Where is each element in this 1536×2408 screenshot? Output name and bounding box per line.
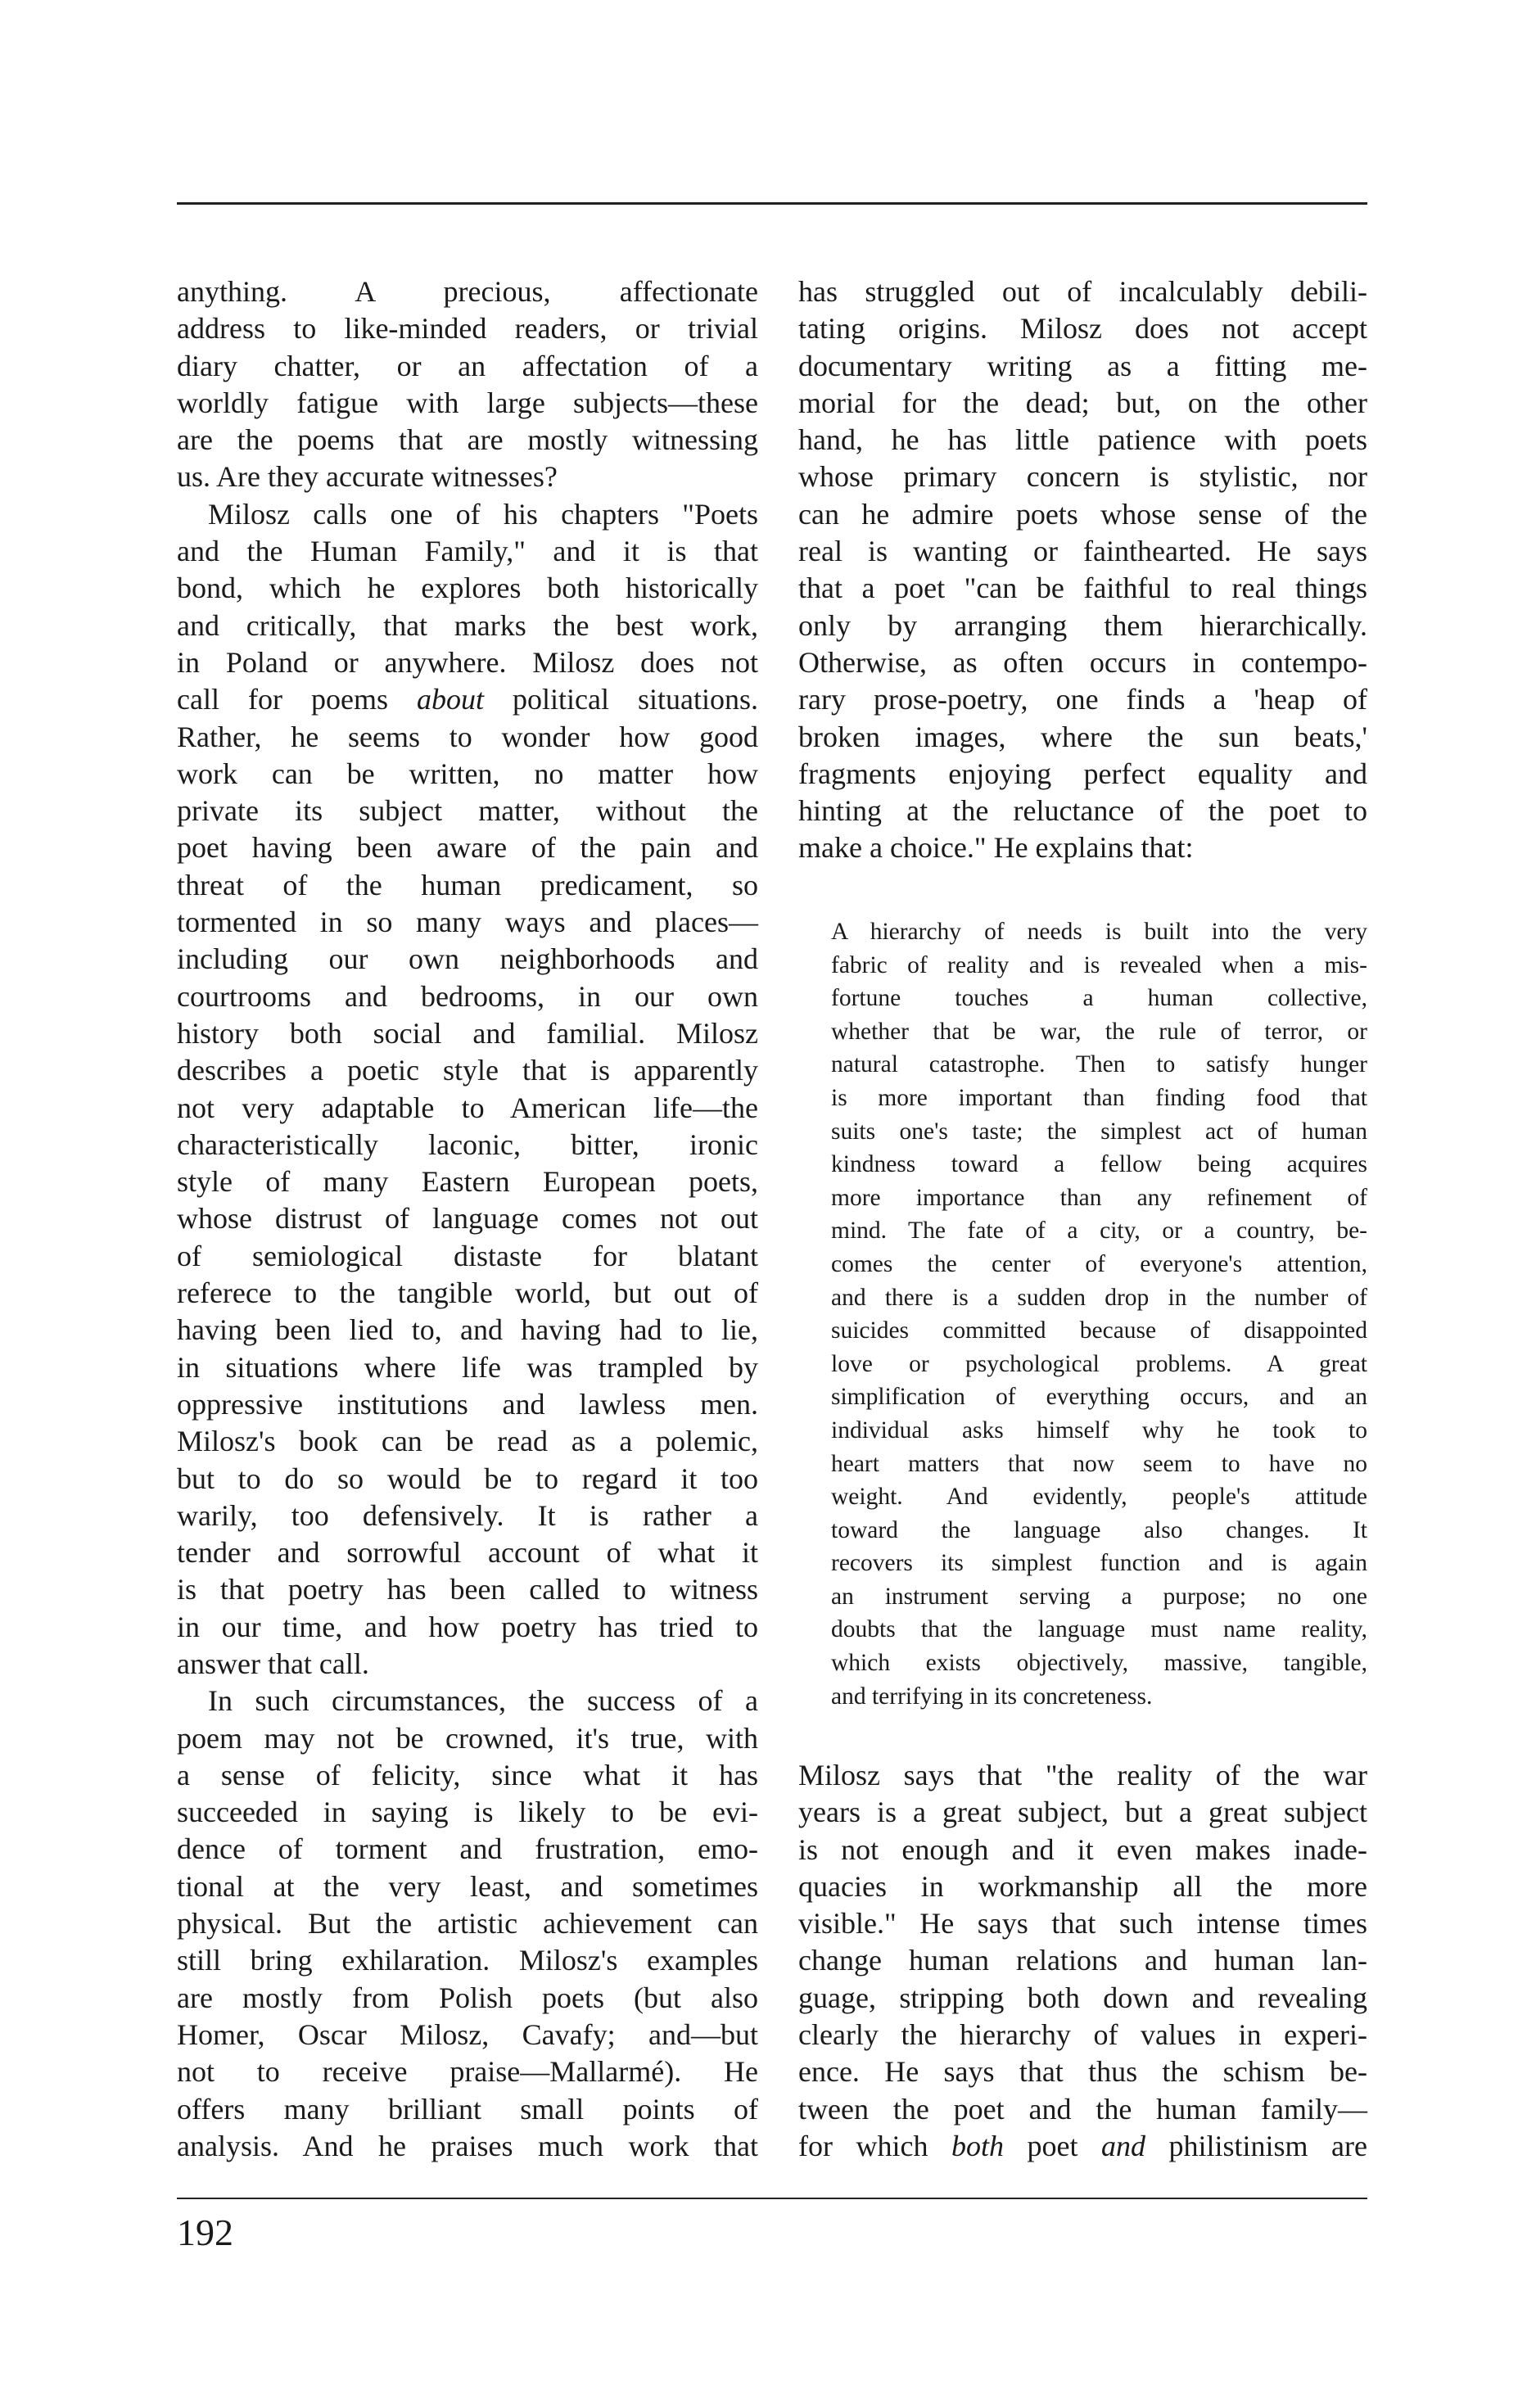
- text-line: is more important than finding food that: [831, 1084, 1367, 1111]
- text-line: quacies in workmanship all the more: [798, 1869, 1367, 1903]
- text-segment: for which: [798, 2129, 951, 2162]
- text-line: recovers its simplest function and is again: [831, 1550, 1367, 1577]
- text-line: history both social and familial. Milosz: [177, 1016, 758, 1050]
- text-line: mind. The fate of a city, or a country, be-: [831, 1218, 1367, 1245]
- text-line: simplification of everything occurs, and an: [831, 1384, 1367, 1411]
- text-line: in situations where life was trampled by: [177, 1350, 758, 1384]
- text-line: make a choice." He explains that:: [798, 831, 1194, 865]
- text-line: Milosz's book can be read as a polemic,: [177, 1425, 758, 1458]
- text-line: including our own neighborhoods and: [177, 942, 758, 976]
- text-line: has struggled out of incalculably debili-: [798, 275, 1367, 308]
- text-line: and terrifying in its concreteness.: [831, 1683, 1153, 1710]
- text-line: and the Human Family," and it is that: [177, 535, 758, 568]
- text-line: ence. He says that thus the schism be-: [798, 2055, 1367, 2089]
- text-line: and critically, that marks the best work,: [177, 608, 758, 642]
- left-column: [177, 273, 758, 2165]
- text-segment: call for poems: [177, 683, 417, 716]
- text-line: poet having been aware of the pain and: [177, 831, 758, 865]
- text-line: not to receive praise—Mallarmé). He: [177, 2055, 758, 2089]
- text-line: tween the poet and the human family—: [798, 2092, 1367, 2126]
- text-line: only by arranging them hierarchically.: [798, 608, 1367, 642]
- text-line: tormented in so many ways and places—: [177, 906, 758, 939]
- text-line: love or psychological problems. A great: [831, 1350, 1367, 1377]
- text-line: but to do so would be to regard it too: [177, 1462, 758, 1495]
- text-line: private its subject matter, without the: [177, 794, 758, 828]
- text-line: succeeded in saying is likely to be evi-: [177, 1796, 758, 1829]
- text-line: visible." He says that such intense times: [798, 1907, 1367, 1940]
- text-line: individual asks himself why he took to: [831, 1416, 1367, 1443]
- text-segment: political situations.: [483, 683, 758, 716]
- text-line: tional at the very least, and sometimes: [177, 1869, 758, 1903]
- italic-text: about: [416, 683, 484, 716]
- text-line: documentary writing as a fitting me-: [798, 349, 1367, 382]
- text-line: toward the language also changes. It: [831, 1516, 1367, 1543]
- italic-text: and: [1101, 2129, 1145, 2162]
- text-line: fragments enjoying perfect equality and: [798, 757, 1367, 790]
- text-line: answer that call.: [177, 1647, 369, 1680]
- text-line: which exists objectively, massive, tangible,: [831, 1650, 1367, 1677]
- text-line: suicides committed because of disappointed: [831, 1317, 1367, 1344]
- text-line: oppressive institutions and lawless men.: [177, 1387, 758, 1421]
- text-line: bond, which he explores both historically: [177, 572, 758, 605]
- text-line: more importance than any refinement of: [831, 1184, 1367, 1211]
- text-line: tating origins. Milosz does not accept: [798, 312, 1367, 346]
- text-line: Homer, Oscar Milosz, Cavafy; and—but: [177, 2017, 758, 2051]
- text-line: diary chatter, or an affectation of a: [177, 349, 758, 382]
- text-line: are the poems that are mostly witnessing: [177, 423, 758, 457]
- text-line: that a poet "can be faithful to real things: [798, 572, 1367, 605]
- text-line: physical. But the artistic achievement can: [177, 1907, 758, 1940]
- text-line: still bring exhilaration. Milosz's examples: [177, 1944, 758, 1977]
- text-line: referece to the tangible world, but out of: [177, 1276, 758, 1310]
- text-line: kindness toward a fellow being acquires: [831, 1151, 1367, 1178]
- text-line: fortune touches a human collective,: [831, 985, 1367, 1012]
- text-line: threat of the human predicament, so: [177, 868, 758, 901]
- text-line: and there is a sudden drop in the number of: [831, 1284, 1367, 1311]
- text-segment: philistinism are: [1145, 2129, 1367, 2162]
- text-line: address to like-minded readers, or trivial: [177, 312, 758, 346]
- text-line: weight. And evidently, people's attitude: [831, 1484, 1367, 1511]
- text-line: characteristically laconic, bitter, ironic: [177, 1127, 758, 1161]
- text-line: rary prose-poetry, one finds a 'heap of: [798, 683, 1367, 716]
- text-line: A hierarchy of needs is built into the very: [831, 919, 1367, 945]
- text-line: doubts that the language must name reality,: [831, 1616, 1367, 1643]
- text-line: guage, stripping both down and revealing: [798, 1981, 1367, 2014]
- text-line: warily, too defensively. It is rather a: [177, 1498, 758, 1532]
- text-line: broken images, where the sun beats,': [798, 720, 1367, 753]
- text-line: are mostly from Polish poets (but also: [177, 1981, 758, 2014]
- text-line: Otherwise, as often occurs in contempo-: [798, 645, 1367, 679]
- text-line: is that poetry has been called to witness: [177, 1573, 758, 1606]
- text-line: whether that be war, the rule of terror, or: [831, 1018, 1367, 1045]
- text-line: whose distrust of language comes not out: [177, 1202, 758, 1236]
- text-line: not very adaptable to American life—the: [177, 1091, 758, 1124]
- text-line: having been lied to, and having had to lie,: [177, 1313, 758, 1347]
- text-line: work can be written, no matter how: [177, 757, 758, 790]
- text-line: us. Are they accurate witnesses?: [177, 460, 558, 494]
- text-line: In such circumstances, the success of a: [208, 1684, 758, 1718]
- text-line: hand, he has little patience with poets: [798, 423, 1367, 457]
- text-line: in our time, and how poetry has tried to: [177, 1610, 758, 1643]
- text-line: [798, 2128, 1367, 2165]
- text-line: anything. A precious, affectionate: [177, 275, 758, 308]
- top-rule: [177, 202, 1367, 205]
- text-line: morial for the dead; but, on the other: [798, 386, 1367, 419]
- text-line: an instrument serving a purpose; no one: [831, 1583, 1367, 1610]
- page-number: 192: [177, 2211, 233, 2253]
- text-line: heart matters that now seem to have no: [831, 1450, 1367, 1477]
- text-line: comes the center of everyone's attention,: [831, 1250, 1367, 1277]
- text-line: whose primary concern is stylistic, nor: [798, 460, 1367, 494]
- text-line: dence of torment and frustration, emo-: [177, 1832, 758, 1866]
- text-line: tender and sorrowful account of what it: [177, 1536, 758, 1570]
- text-line: poem may not be crowned, it's true, with: [177, 1721, 758, 1755]
- text-line: of semiological distaste for blatant: [177, 1239, 758, 1272]
- text-line: real is wanting or fainthearted. He says: [798, 535, 1367, 568]
- text-line: in Poland or anywhere. Milosz does not: [177, 645, 758, 679]
- bottom-rule: [177, 2198, 1367, 2199]
- text-line: change human relations and human lan-: [798, 1944, 1367, 1977]
- text-line: natural catastrophe. Then to satisfy hunger: [831, 1051, 1367, 1078]
- text-line: describes a poetic style that is apparently: [177, 1054, 758, 1087]
- text-line: style of many Eastern European poets,: [177, 1165, 758, 1199]
- text-line: hinting at the reluctance of the poet to: [798, 794, 1367, 828]
- text-line: clearly the hierarchy of values in experi-: [798, 2018, 1367, 2052]
- text-line: courtrooms and bedrooms, in our own: [177, 979, 758, 1013]
- italic-text: both: [951, 2129, 1004, 2162]
- text-line: years is a great subject, but a great subject: [798, 1796, 1367, 1829]
- text-line: Rather, he seems to wonder how good: [177, 720, 758, 753]
- text-segment: poet: [1004, 2129, 1101, 2162]
- right-column-bottom: [798, 1757, 1367, 2165]
- text-line: fabric of reality and is revealed when a mis-: [831, 951, 1367, 978]
- text-line: analysis. And he praises much work that: [177, 2129, 758, 2162]
- text-line: worldly fatigue with large subjects—these: [177, 386, 758, 419]
- text-line: Milosz says that "the reality of the war: [798, 1759, 1367, 1791]
- text-line: a sense of felicity, since what it has: [177, 1758, 758, 1791]
- text-line: Milosz calls one of his chapters "Poets: [208, 497, 758, 531]
- text-line: suits one's taste; the simplest act of human: [831, 1118, 1367, 1145]
- text-line: is not enough and it even makes inade-: [798, 1832, 1367, 1866]
- block-quote: [831, 915, 1367, 1713]
- text-line: [177, 681, 758, 718]
- right-column-top: [798, 273, 1367, 867]
- text-line: offers many brilliant small points of: [177, 2092, 758, 2126]
- text-line: can he admire poets whose sense of the: [798, 497, 1367, 531]
